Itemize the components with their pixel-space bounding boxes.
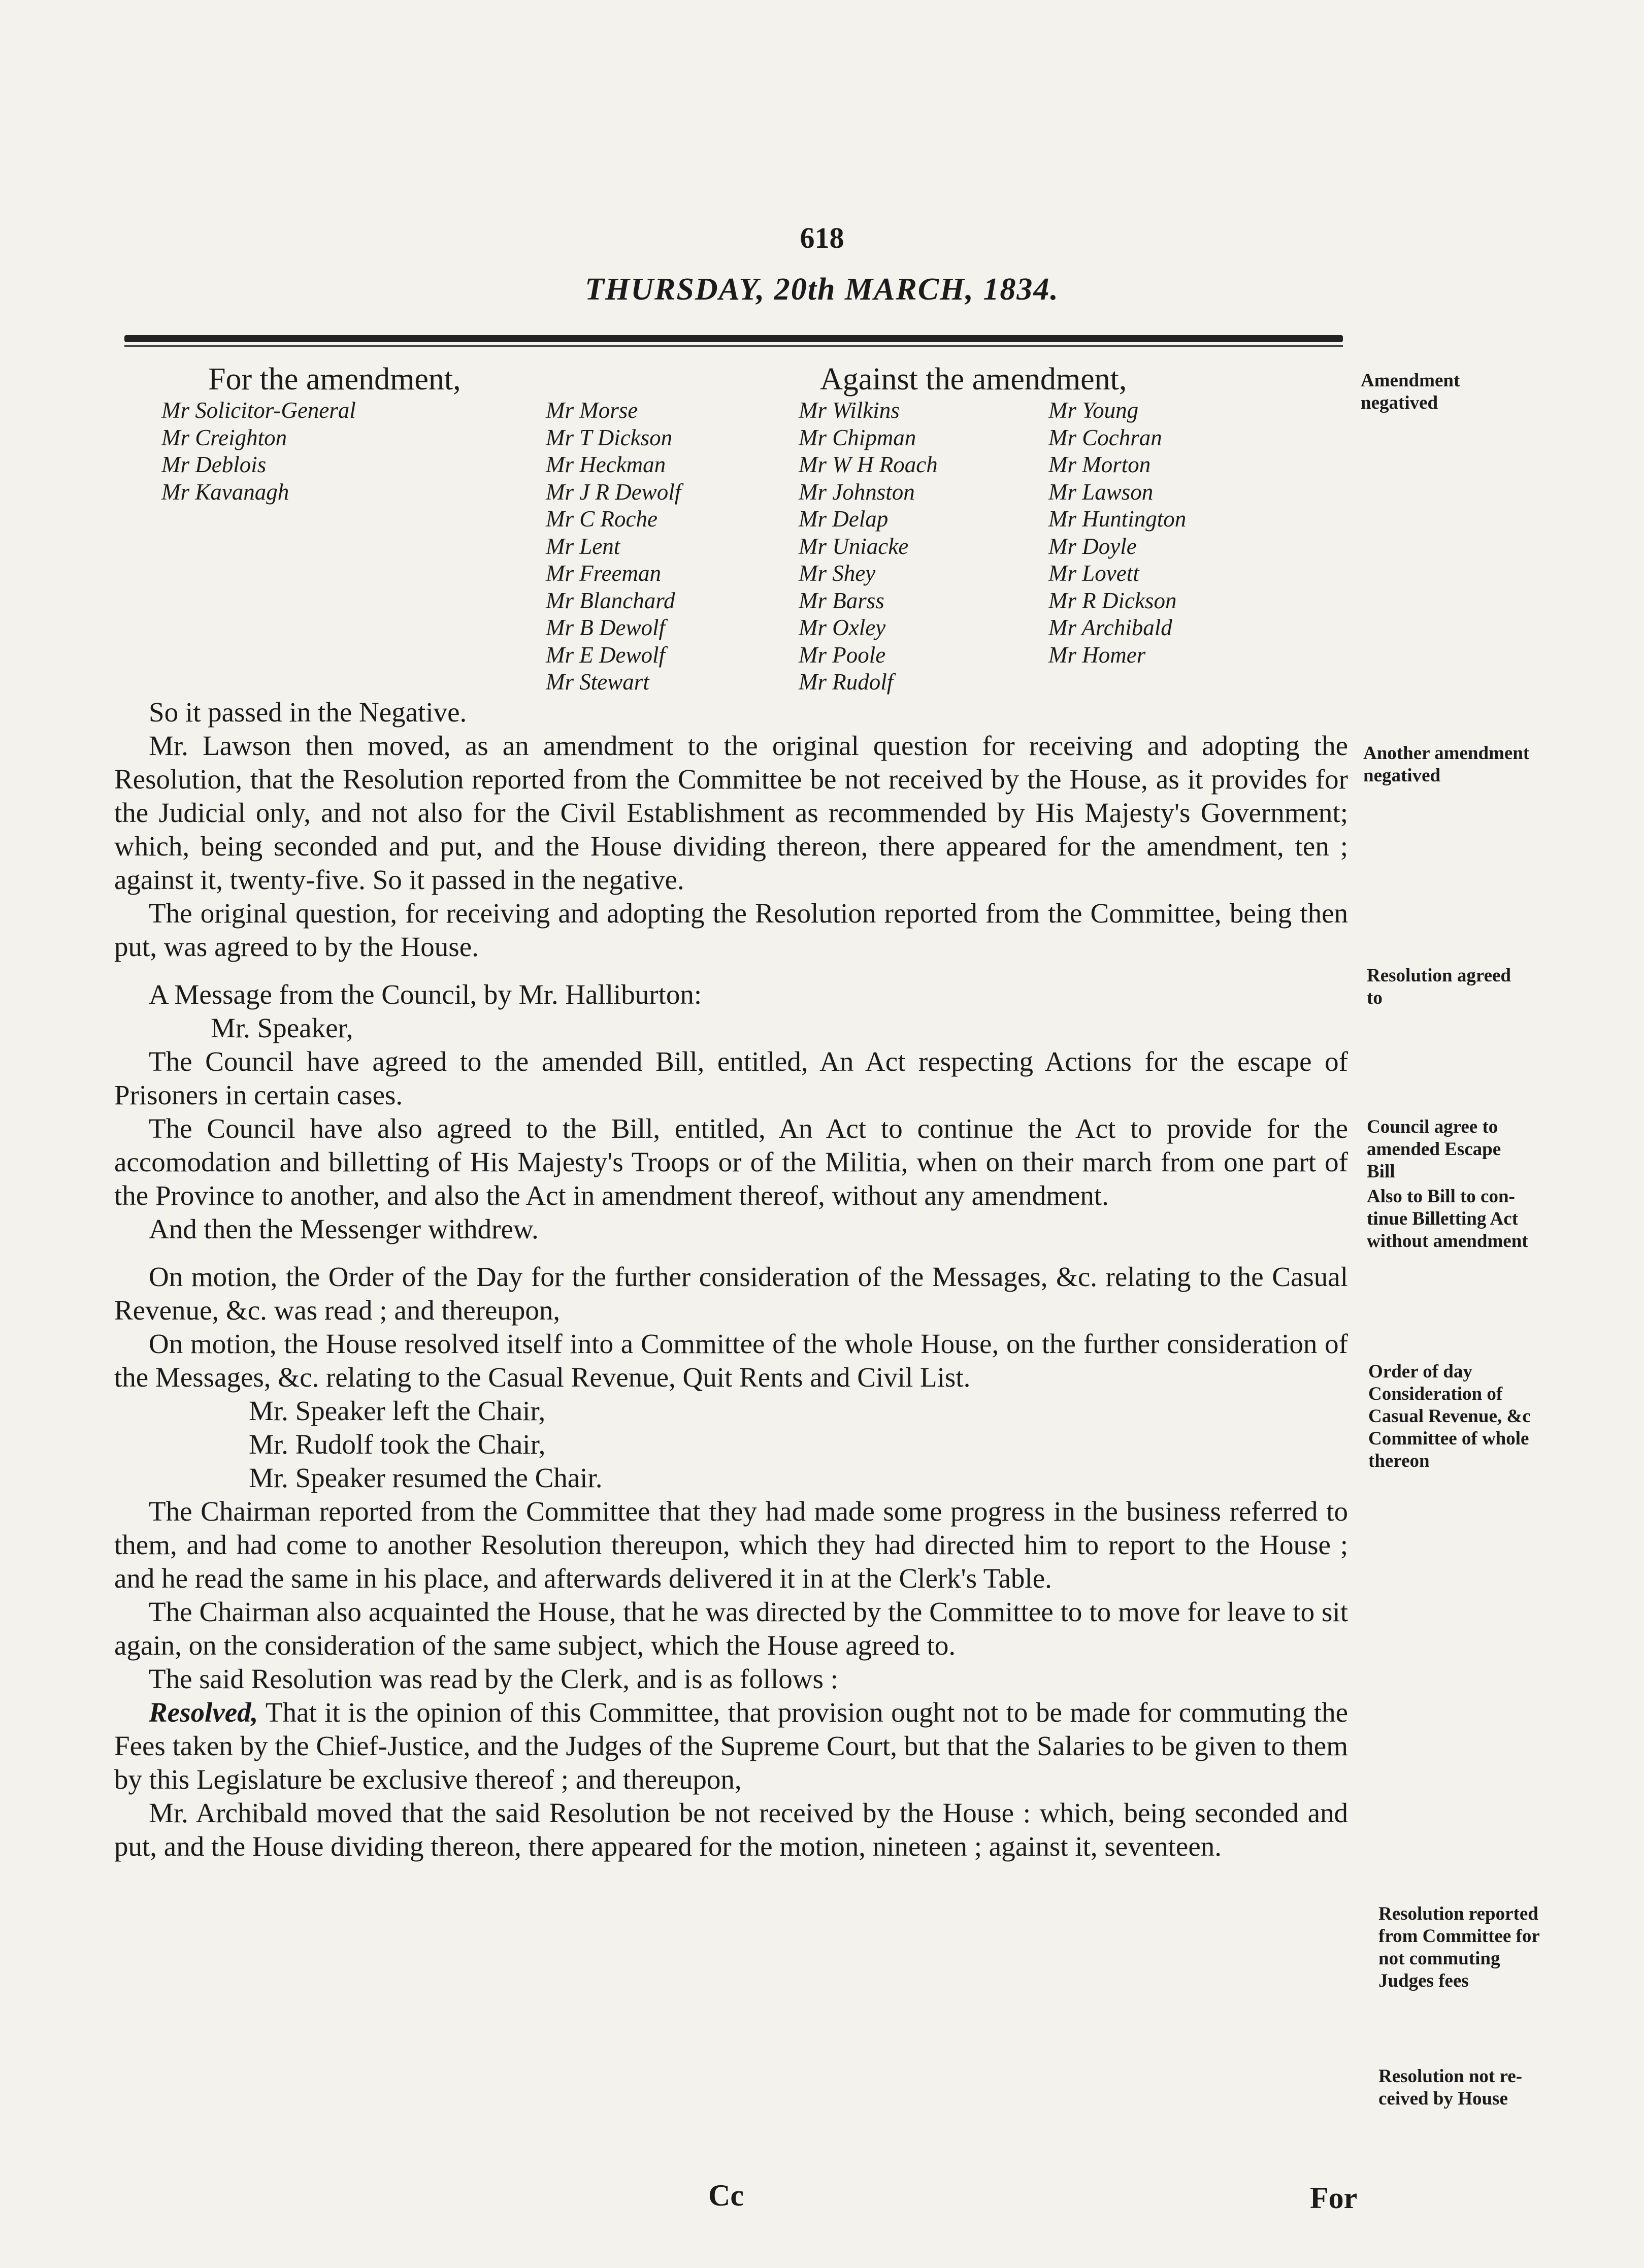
- paragraph: The Council have also agreed to the Bill, entitled, An Act to continue the Act to provide for the accomodation and billetting of His Majesty's Troops or of the Militia, when on their march from one part of the Province to another, and also the Act in amendment thereof, without any amendment.: [114, 1113, 1348, 1211]
- paragraph: Mr. Speaker left the Chair,: [249, 1395, 546, 1426]
- voter-name: Mr E Dewolf: [546, 642, 665, 668]
- voter-name: Mr Heckman: [546, 452, 666, 477]
- margin-note-resolution-agreed: Resolution agreed to: [1367, 965, 1511, 1008]
- voter-name: Mr Wilkins: [799, 398, 900, 423]
- margin-note-amendment-negatived: Amendment negatived: [1361, 370, 1460, 413]
- paragraph: The Chairman reported from the Committee that they had made some progress in the business referred to them, and had come to another Resolution thereupon, which they had directed him to report to the House ; and he read the same in his place, and afterwards delivered it in at the Clerk's Table.: [114, 1496, 1348, 1594]
- catchword: For: [1310, 2181, 1358, 2215]
- voter-name: Mr Johnston: [799, 479, 915, 505]
- paragraph: On motion, the Order of the Day for the further consideration of the Messages, &c. relating to the Casual Revenue, &c. was read ; and thereupon,: [114, 1261, 1348, 1326]
- voter-name: Mr Delap: [799, 506, 889, 532]
- header-rule: [124, 335, 1343, 342]
- voter-name: Mr Chipman: [799, 424, 916, 450]
- voter-name: Mr Homer: [1048, 642, 1146, 668]
- voter-name: Mr Cochran: [1048, 424, 1162, 450]
- paragraph: The Chairman also acquainted the House, that he was directed by the Committee to to move for leave to sit again, on the consideration of the same subject, which the House agreed to.: [114, 1596, 1348, 1661]
- voter-name: Mr Lovett: [1048, 561, 1139, 586]
- margin-note-order-of-day: Order of day Consideration of Casual Revenue, &c Committee of whole thereon: [1368, 1361, 1531, 1471]
- header-rule-thin: [124, 345, 1343, 347]
- margin-note-resolution-reported: Resolution reported from Committee for not commuting Judges fees: [1378, 1903, 1540, 1991]
- page-number: 618: [800, 221, 844, 254]
- voter-name: Mr Barss: [799, 587, 884, 613]
- body-text: [114, 696, 1348, 1863]
- voter-name: Mr Poole: [799, 642, 886, 668]
- against-list-col1: [799, 397, 938, 696]
- voter-name: Mr Archibald: [1048, 615, 1172, 640]
- against-list-col2: [1048, 397, 1186, 669]
- voter-name: Mr Stewart: [546, 669, 649, 695]
- paragraph: Mr. Archibald moved that the said Resolution be not received by the House : which, being seconded and put, and the House dividing thereon, there appeared for the motion, nineteen ; against it, seventeen.: [114, 1797, 1348, 1862]
- voter-name: Mr T Dickson: [546, 424, 673, 450]
- voter-name: Mr Solicitor-General: [161, 398, 356, 423]
- voter-name: Mr R Dickson: [1048, 587, 1177, 613]
- paragraph: A Message from the Council, by Mr. Halliburton:: [149, 979, 702, 1010]
- voter-name: Mr Freeman: [546, 561, 662, 586]
- voter-name: Mr Deblois: [161, 452, 267, 477]
- paragraph: Mr. Speaker,: [211, 1012, 353, 1043]
- margin-note-billetting-act: Also to Bill to con- tinue Billetting Act without amendment: [1367, 1186, 1528, 1252]
- paragraph-resolved: [114, 1696, 1348, 1796]
- resolved-word: Resolved,: [149, 1697, 258, 1728]
- signature-mark: Cc: [708, 2179, 744, 2212]
- for-list-col2: [546, 397, 681, 696]
- paragraph: The said Resolution was read by the Clerk, and is as follows :: [149, 1663, 838, 1694]
- voter-name: Mr Creighton: [161, 424, 287, 450]
- voter-name: Mr Kavanagh: [161, 479, 289, 505]
- voter-name: Mr Lawson: [1048, 479, 1154, 505]
- voter-name: Mr B Dewolf: [546, 615, 665, 640]
- for-list-col1: [161, 397, 356, 506]
- paragraph: The original question, for receiving and adopting the Resolution reported from the Committee, being then put, was agreed to by the House.: [114, 898, 1348, 962]
- paragraph: On motion, the House resolved itself into a Committee of the whole House, on the further consideration of the Messages, &c. relating to the Casual Revenue, Quit Rents and Civil List.: [114, 1328, 1348, 1393]
- voter-name: Mr Lent: [546, 533, 620, 559]
- paragraph: Mr. Rudolf took the Chair,: [249, 1429, 546, 1460]
- paragraph: And then the Messenger withdrew.: [149, 1213, 539, 1244]
- voter-name: Mr Morse: [546, 398, 638, 423]
- voter-name: Mr Rudolf: [799, 669, 894, 695]
- voter-name: Mr Shey: [799, 561, 876, 586]
- voter-name: Mr W H Roach: [799, 452, 938, 477]
- voter-name: Mr Doyle: [1048, 533, 1137, 559]
- margin-note-another-amendment: Another amendment negatived: [1363, 743, 1530, 786]
- paragraph: Mr. Lawson then moved, as an amendment to the original question for receiving and adopting the Resolution, that the Resolution reported from the Committee be not received by the House, as it provides for the Judicial only, and not also for the Civil Establishment as recommended by His Majesty's Government; which, being seconded and put, and the House dividing thereon, there appeared for the amendment, ten ; against it, twenty-five. So it passed in the negative.: [114, 730, 1348, 895]
- voter-name: Mr Huntington: [1048, 506, 1187, 532]
- voter-name: Mr Morton: [1048, 452, 1151, 477]
- paragraph: Mr. Speaker resumed the Chair.: [249, 1462, 603, 1493]
- resolved-text: That it is the opinion of this Committee, that provision ought not to be made for commuting the Fees taken by the Chief-Justice, and the Judges of the Supreme Court, but that the Salaries to be given to them by this Legislature be exclusive thereof ; and thereupon,: [114, 1697, 1348, 1795]
- voter-name: Mr Uniacke: [799, 533, 909, 559]
- date-line: THURSDAY, 20th MARCH, 1834.: [585, 272, 1059, 307]
- voter-name: Mr Young: [1048, 398, 1139, 423]
- margin-note-council-escape-bill: Council agree to amended Escape Bill: [1367, 1116, 1501, 1182]
- for-heading: For the amendment,: [208, 362, 461, 397]
- paragraph: So it passed in the Negative.: [149, 697, 467, 728]
- voter-name: Mr Oxley: [799, 615, 886, 640]
- voter-name: Mr J R Dewolf: [546, 479, 681, 505]
- paragraph: The Council have agreed to the amended Bill, entitled, An Act respecting Actions for the escape of Prisoners in certain cases.: [114, 1046, 1348, 1110]
- against-heading: Against the amendment,: [820, 362, 1127, 397]
- voter-name: Mr C Roche: [546, 506, 657, 532]
- margin-note-resolution-not-received: Resolution not re- ceived by House: [1378, 2066, 1522, 2109]
- voter-name: Mr Blanchard: [546, 587, 675, 613]
